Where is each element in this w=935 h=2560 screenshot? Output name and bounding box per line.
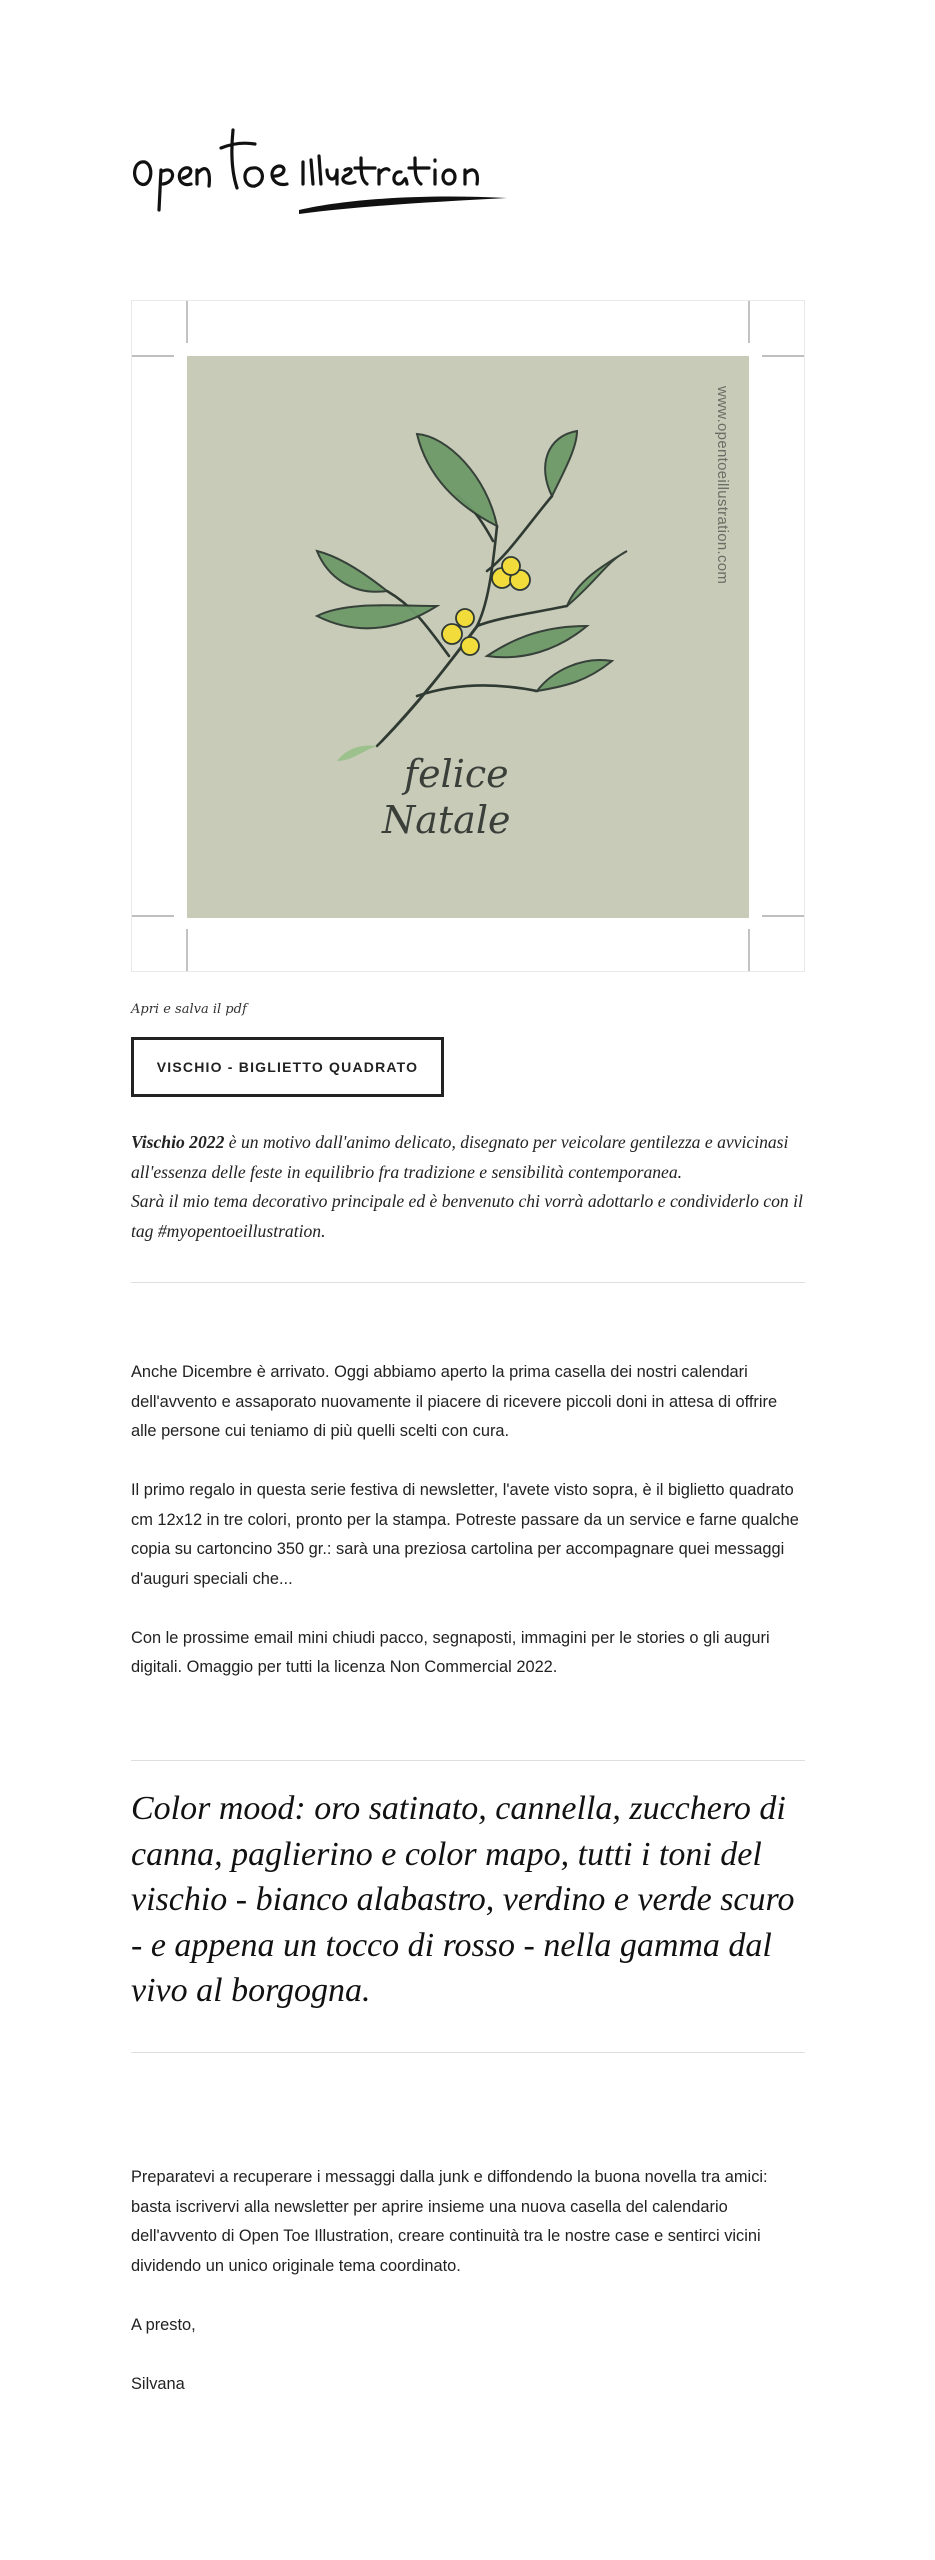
download-card-button[interactable]: VISCHIO - BIGLIETTO QUADRATO: [131, 1037, 444, 1097]
body-paragraph: Il primo regalo in questa serie festiva di newsletter, l'avete visto sopra, è il biglietto quadrato cm 12x12 in tre colori, pronto per la stampa. Potreste passare da un service e farne qualche copia su cartoncino 350 gr.: sarà una preziosa cartolina per accompagnare quei messaggi d'auguri speciali che...: [131, 1481, 799, 1588]
logo-signature-icon: [131, 110, 531, 230]
body-paragraph: Con le prossime email mini chiudi pacco, segnaposti, immagini per le stories o gli auguri digitali. Omaggio per tutti la licenza Non Commercial 2022.: [131, 1628, 770, 1676]
signoff: A presto,: [131, 2315, 196, 2334]
mistletoe-card-art: [187, 356, 749, 918]
signature-name: Silvana: [131, 2374, 185, 2393]
color-mood-quote: Color mood: oro satinato, cannella, zucchero di canna, paglierino e color mapo, tutti i toni del vischio - bianco alabastro, verdino e verde scuro - e appena un tocco di rosso - nella gamma dal vivo al borgogna.: [131, 1790, 795, 2009]
body-paragraph: Anche Dicembre è arrivato. Oggi abbiamo aperto la prima casella dei nostri calendari dell'avvento e assaporato nuovamente il piacere di ricevere piccoli doni in attesa di offrire alle persone cui teniamo di più quelli scelti con cura.: [131, 1363, 778, 1440]
body-paragraphs: [131, 1358, 805, 1712]
download-caption: Apri e salva il pdf: [131, 1002, 247, 1017]
card-watermark: www.opentoeillustration.com: [714, 386, 731, 585]
closing-paragraph: Preparatevi a recuperare i messaggi dalla junk e diffondendo la buona novella tra amici: basta iscrivervi alla newsletter per aprire insieme una nuova casella del calendario dell'avvento di Open Toe Illustration, creare continuità tra le nostre case e sentirci vicini dividendo un unico originale tema coordinato.: [131, 2168, 768, 2275]
divider: [131, 2052, 805, 2053]
card-greeting-line2: Natale: [382, 798, 511, 842]
intro-sentence-1: è un motivo dall'animo delicato, disegnato per veicolare gentilezza e avvicinasi all'essenza delle feste in equilibrio fra tradizione e sensibilità contemporanea.: [131, 1132, 789, 1182]
divider: [131, 1282, 805, 1283]
divider: [131, 1760, 805, 1761]
card-greeting-line1: felice: [404, 752, 509, 796]
intro-title: Vischio 2022: [131, 1132, 225, 1152]
brand-logo[interactable]: [131, 110, 531, 230]
intro-paragraph: [131, 1128, 805, 1246]
card-preview-image[interactable]: [131, 300, 805, 972]
card-greeting: [382, 751, 510, 843]
closing-section: [131, 2163, 805, 2429]
intro-sentence-2: Sarà il mio tema decorativo principale ed è benvenuto chi vorrà adottarlo e condividerlo con il tag #myopentoeillustration.: [131, 1191, 803, 1241]
